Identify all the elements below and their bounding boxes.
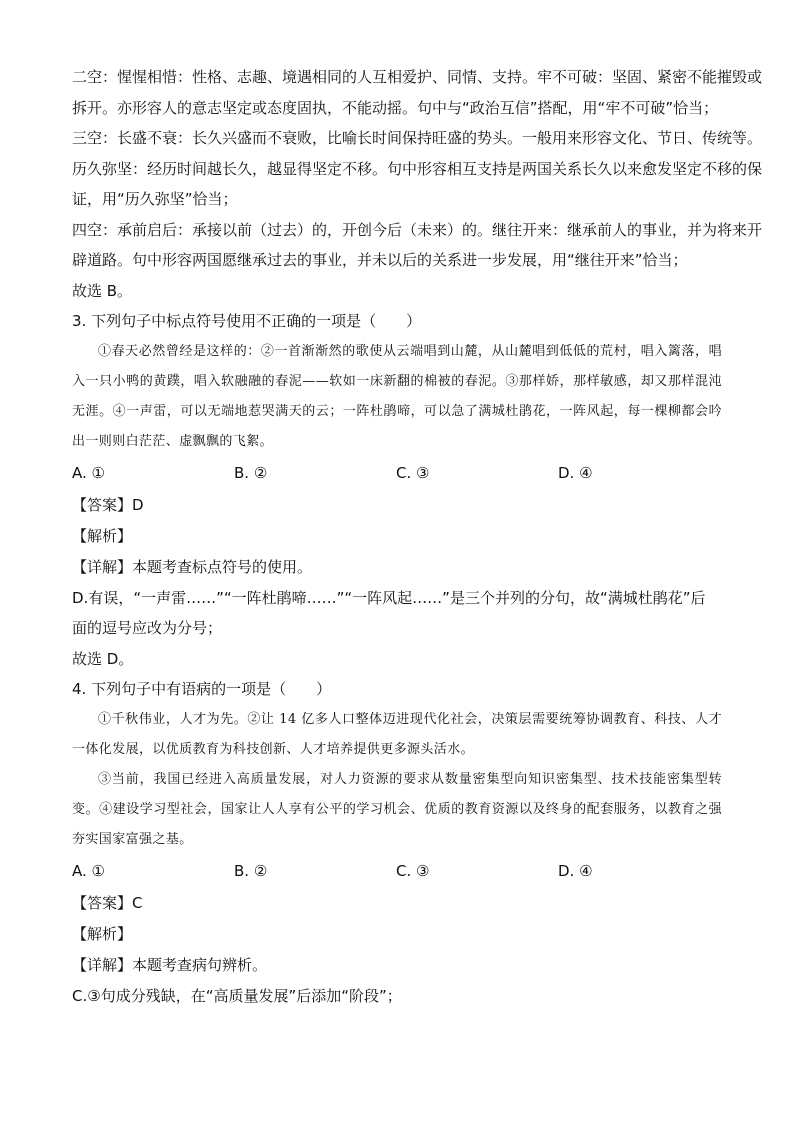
text-line: 辟道路。句中形容两国愿继承过去的事业，并未以后的关系进一步发展，用“继往开来”恰当； — [72, 251, 688, 269]
previous-question-analysis — [72, 62, 763, 306]
option-d: D. ④ — [558, 464, 593, 482]
explanation-line: D.有误，“一声雷……”“一阵杜鹃啼……”“一阵风起……”是三个并列的分句，故“满城杜鹃花”后 — [72, 588, 706, 607]
question-passage: ③当前，我国已经进入高质量发展，对人力资源的要求从数量密集型向知识密集型、技术技能密集型转变。④建设学习型社会，国家让人人享有公平的学习机会、优质的教育资源以及终身的配套服务，以教育之强夯实国家富强之基。 — [72, 772, 722, 847]
text-line: 四空：承前启后：承接以前（过去）的，开创今后（未来）的。继往开来：继承前人的事业，并为将来开 — [72, 220, 763, 239]
question-passage: ①千秋伟业，人才为先。②让 14 亿多人口整体迈进现代化社会，决策层需要统筹协调教育、科技、人才一体化发展，以优质教育为科技创新、人才培养提供更多源头活水。 — [72, 712, 722, 757]
text-line: 证，用“历久弥坚”恰当； — [72, 190, 238, 208]
question-title: 3. 下列句子中标点符号使用不正确的一项是（ ） — [72, 312, 422, 330]
text-line: 拆开。亦形容人的意志坚定或态度固执，不能动摇。句中与“政治互信”搭配，用“牢不可破”恰当； — [72, 98, 719, 117]
answer-label: 【答案】C — [72, 894, 143, 912]
detail-text: 【详解】本题考查病句辨析。 — [72, 956, 268, 974]
text-line: 二空：惺惺相惜：性格、志趣、境遇相同的人互相爱护、同情、支持。牢不可破：坚固、紧密不能摧毁或 — [72, 68, 763, 86]
answer-label: 【答案】D — [72, 496, 144, 514]
text-line: 历久弥坚：经历时间越长久，越显得坚定不移。句中形容相互支持是两国关系长久以来愈发坚定不移的保 — [72, 159, 763, 178]
explanation-line: 面的逗号应改为分号； — [72, 619, 223, 637]
explanation-line: C.③句成分残缺，在“高质量发展”后添加“阶段”； — [72, 986, 402, 1005]
question-3 — [72, 306, 722, 674]
question-passage: ①春天必然曾经是这样的：②一首渐渐然的歌使从云端唱到山麓，从山麓唱到低低的荒村，唱入篱落，唱入一只小鸭的黄蹼，唱入软融融的春泥——软如一床新翻的棉被的春泥。③那样娇，那样敏感，却又那样混沌无涯。④一声雷，可以无端地惹哭满天的云；一阵杜鹃啼，可以急了满城杜鹃花，一阵风起，每一棵柳都会吟出一则则白茫茫、虚飘飘的飞絮。 — [72, 344, 722, 449]
option-b: B. ② — [234, 464, 268, 482]
option-d: D. ④ — [558, 862, 593, 880]
option-a: A. ① — [72, 464, 105, 482]
question-title: 4. 下列句子中有语病的一项是（ ） — [72, 680, 332, 698]
answer-options — [72, 457, 722, 490]
conclusion: 故选 D。 — [72, 649, 134, 668]
question-4 — [72, 674, 722, 1011]
option-c: C. ③ — [396, 464, 430, 482]
document-content — [72, 62, 763, 1011]
conclusion: 故选 B。 — [72, 281, 133, 300]
text-line: 三空：长盛不衰：长久兴盛而不衰败，比喻长时间保持旺盛的势头。一般用来形容文化、节日、传统等。 — [72, 129, 763, 147]
detail-text: 【详解】本题考查标点符号的使用。 — [72, 558, 313, 576]
analysis-label: 【解析】 — [72, 527, 133, 545]
option-a: A. ① — [72, 862, 105, 880]
analysis-label: 【解析】 — [72, 925, 133, 943]
option-c: C. ③ — [396, 862, 430, 880]
answer-options — [72, 855, 722, 888]
option-b: B. ② — [234, 862, 268, 880]
